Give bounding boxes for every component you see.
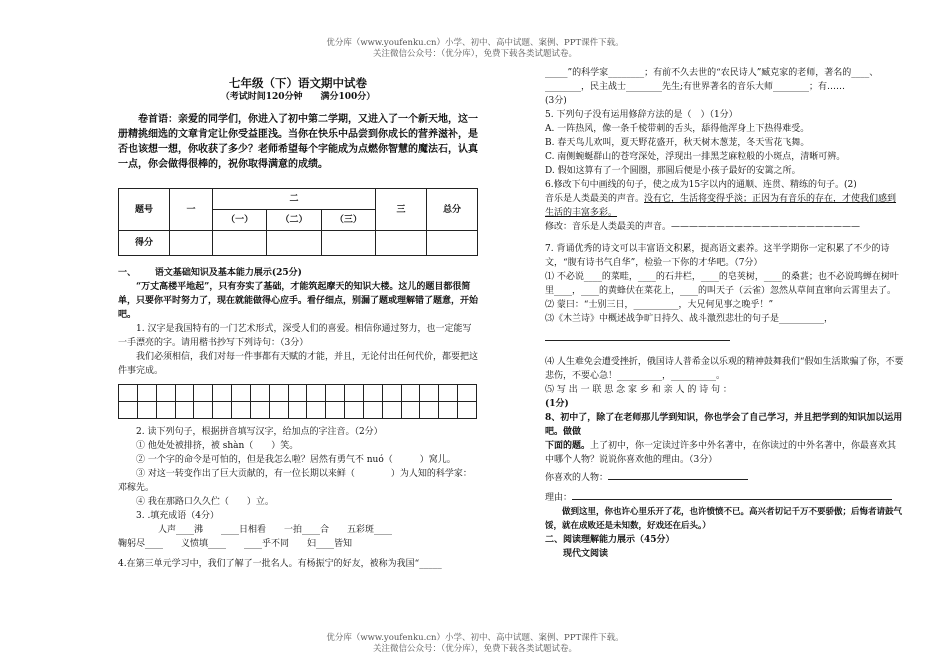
question-6-text: 音乐是人类最美的声音。没有它，生活将变得乎淡；正因为有音乐的存在，才使我们感到生活的丰富多彩。 xyxy=(545,194,897,218)
score-sub-3: （三） xyxy=(321,210,375,231)
names-score: (3分) xyxy=(545,96,567,106)
footer-line-2: 关注微信公众号：（优分库），免费下载各类试题试卷。 xyxy=(372,644,577,654)
score-cell[interactable] xyxy=(321,231,375,256)
score-cell[interactable] xyxy=(170,231,213,256)
question-7-item-1: ⑴ 不必说____的菜畦，____的石井栏，____的皂荚树，____的桑葚；也不必说鸣蝉在树叶里____，____的黄蜂伏在菜花上，____的叫天子（云雀）忽然从草间直窜向云霄里去了。 xyxy=(545,272,899,296)
question-3: 3. .填充成语（4分） xyxy=(136,511,220,521)
question-2-item-4: ④ 我在那路口久久伫（ ）立。 xyxy=(136,497,274,507)
question-7-item-3: ⑶《木兰诗》中概述战争旷日持久、战斗激烈悲壮的句子是__________， xyxy=(545,314,834,324)
reason-field[interactable]: 理由： xyxy=(545,491,905,505)
footer-line-1: 优分库（www.youfenku.cn）小学、初中、高中试题、案例、PPT课件下载。 xyxy=(326,633,624,643)
encouragement: 做到这里，你也许心里乐开了花，也许愤愤不已。高兴者切记千万不要骄傲；后悔者请鼓气馁，就在成败还是未知数，好戏还在后头。） xyxy=(545,507,903,531)
score-cell[interactable] xyxy=(213,231,267,256)
question-3-line-1: 人声____沸 ____日相看 一拍____合 五彩斑____ xyxy=(158,525,393,535)
question-7-item-4: ⑷ 人生难免会遭受挫折，俄国诗人普希金以乐观的精神鼓舞我们“假如生活欺骗了你，不要悲伤，不要心急！__________，__________。 xyxy=(545,357,904,381)
question-2: 2. 读下列句子，根据拼音填写汉字，给加点的字注音。（2分） xyxy=(136,427,383,437)
favorite-person-field[interactable]: 你喜欢的人物： xyxy=(545,471,905,485)
score-cell[interactable] xyxy=(267,231,321,256)
left-column xyxy=(118,75,478,571)
question-5-option-b: B. 春天鸟儿欢叫，夏天野花盛开，秋天树木葱茏，冬天雪花飞舞。 xyxy=(545,138,810,148)
writing-grid[interactable] xyxy=(118,384,477,419)
question-6: 6.修改下句中画线的句子，使之成为15字以内的通顺、连贯、精练的句子。(2) xyxy=(545,180,857,190)
question-5-option-a: A. 一阵热风，像一条千棱带刺的舌头，舔得他浑身上下热得难受。 xyxy=(545,124,810,134)
score-sub-1: （一） xyxy=(213,210,267,231)
score-cell[interactable] xyxy=(427,231,478,256)
question-1-text: 我们必须相信，我们对每一件事都有天赋的才能，并且，无论付出任何代价，都要把这件事完成。 xyxy=(118,352,479,376)
score-header-total: 总分 xyxy=(427,189,478,231)
underlined-sentence: 没有它，生活将变得乎淡；正因为有音乐的存在，才使我们感到生活的丰富多彩。 xyxy=(545,194,897,218)
question-5-option-c: C. 南侧蜿蜒群山的苍穹深处，浮现出一排黑芝麻粒般的小斑点，清晰可辨。 xyxy=(545,152,846,162)
question-7-item-5-score: (1分) xyxy=(545,399,569,409)
header-line-2: 关注微信公众号：（优分库），免费下载各类试题试卷。 xyxy=(372,49,577,59)
names-line: _____”的科学家________；有前不久去世的“农民诗人”臧克家的老师，著名的____、________，民主战士________先生;有世界著名的音乐大师________；有…… xyxy=(545,68,879,92)
right-column xyxy=(545,66,905,561)
question-5-option-d: D. 假如这算有了一个圆圈，那圆后便是小孩子最好的安篱之所。 xyxy=(545,166,801,176)
section-1-num: 一、 xyxy=(118,268,137,278)
question-8: 8、初中了，除了在老师那儿学到知识，你也学会了自己学习，并且把学到的知识加以运用吧。做做 xyxy=(545,413,903,437)
score-header-1: 一 xyxy=(170,189,213,231)
question-6-answer[interactable]: 修改：音乐是人类最美的声音。————————————————————— xyxy=(545,222,861,232)
section-1-intro: “万丈高楼平地起”，只有夯实了基础，才能筑起摩天的知识大楼。这儿的题目都很简单，只要你平时努力了，现在就能做得心应手。看仔细点，别漏了题或理解错了题意，开始吧。 xyxy=(118,282,479,320)
score-row-label: 得分 xyxy=(119,231,170,256)
score-header-2: 二 xyxy=(213,189,376,210)
question-1: 1. 汉字是我国特有的一门艺术形式，深受人们的喜爱。相信你通过努力，也一定能写一手漂亮的字。请用楷书抄写下列诗句：（3分） xyxy=(118,324,472,348)
score-cell[interactable] xyxy=(376,231,427,256)
section-2-heading: 二、阅读理解能力展示（45分） xyxy=(545,535,675,545)
section-1-title: 语文基础知识及基本能力展示(25分) xyxy=(154,268,302,278)
answer-line[interactable] xyxy=(545,340,730,355)
question-7-item-5: ⑸ 写 出 一 联 思 念 家 乡 和 亲 人 的 诗 句 ： xyxy=(545,385,732,395)
exam-subtitle: （考试时间120分钟 满分100分） xyxy=(220,92,376,102)
question-7: 7. 背诵优秀的诗文可以丰富语文积累，提高语文素养。这半学期你一定积累了不少的诗文，“腹有诗书气自华”，检验一下你的才华吧。（7分） xyxy=(545,244,890,268)
question-7-item-2: ⑵ 蒙曰：“士别三日，__________，大兄何见事之晚乎！” xyxy=(545,300,774,310)
exam-intro: 卷首语：亲爱的同学们，你进入了初中第二学期，又进入了一个新天地，这一册精挑细选的文章肯定让你受益匪浅。当你在快乐中品尝到你成长的营养滋补，是否也该想一想，你收获了多少？老师希望每个字能成为点燃你智慧的魔法石，认真一点，你会做得很棒的，祝你取得满意的成绩。 xyxy=(118,114,478,170)
score-table xyxy=(118,188,478,256)
page-footer xyxy=(0,633,950,655)
section-1-heading xyxy=(118,266,478,280)
section-2-subheading: 现代文阅读 xyxy=(563,549,609,559)
question-8-text: 下面的题。上了初中，你一定读过许多中外名著中，在你读过的中外名著中，你最喜欢其中哪个人物？说说你喜欢他的理由。（3分） xyxy=(545,441,897,465)
page-header xyxy=(0,38,950,60)
question-2-item-3: ③ 对这一转变作出了巨大贡献的，有一位长期以来鲜（ ）为人知的科学家：邓稼先。 xyxy=(118,469,472,493)
score-header-question: 题号 xyxy=(119,189,170,231)
header-line-1: 优分库（www.youfenku.cn）小学、初中、高中试题、案例、PPT课件下载。 xyxy=(326,38,624,48)
question-4: 4.在第三单元学习中，我们了解了一批名人。有杨振宁的好友，被称为我国“_____ xyxy=(118,559,442,569)
question-2-item-1: ① 他处处被排挤，被 shàn（ ）笑。 xyxy=(136,441,299,451)
question-3-line-2: 鞠躬尽____ 义愤填____ ____乎不同 妇____皆知 xyxy=(118,539,353,549)
question-2-item-2: ② 一个字的命令是可怕的，但是我怎么啦？居然有勇气不 nuó（ ）窝儿。 xyxy=(136,455,456,465)
exam-title: 七年级（下）语文期中试卷 xyxy=(229,76,367,90)
question-5: 5. 下列句子没有运用修辞方法的是（ ）（1分） xyxy=(545,110,738,120)
score-header-3: 三 xyxy=(376,189,427,231)
score-sub-2: （二） xyxy=(267,210,321,231)
